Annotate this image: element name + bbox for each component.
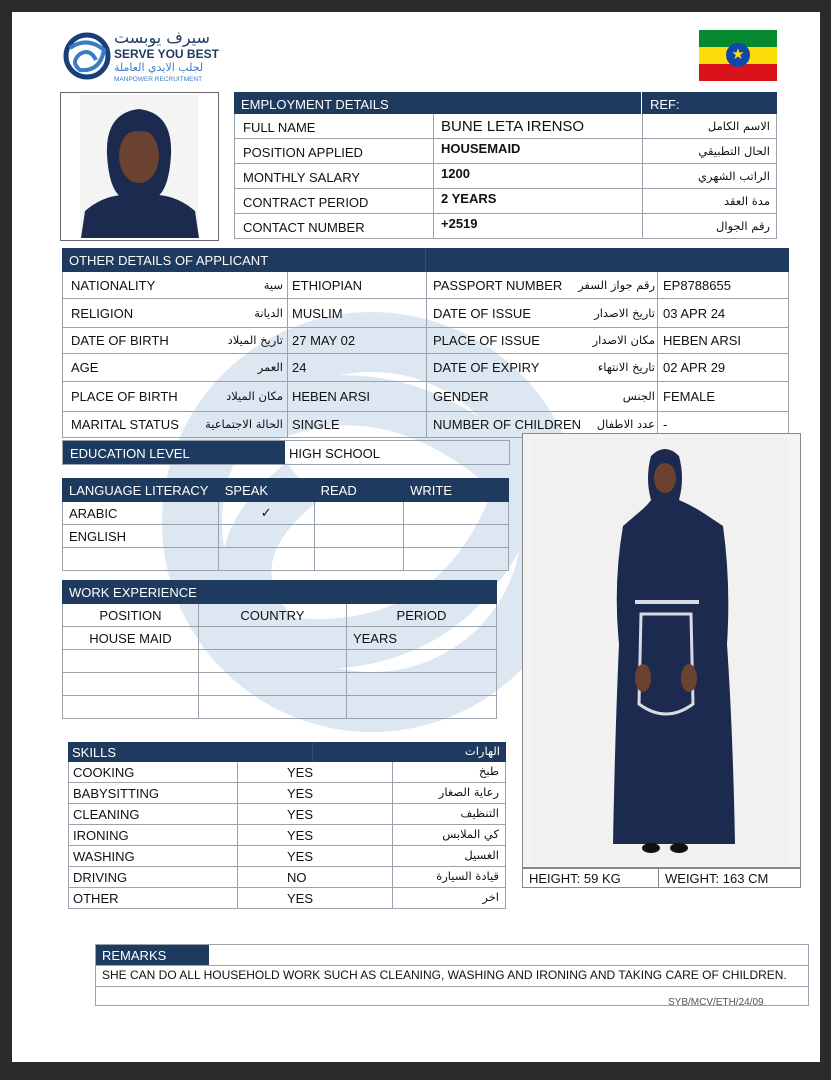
employment-value: BUNE LETA IRENSO (441, 118, 585, 135)
skill-row (68, 846, 506, 867)
work-period (346, 696, 496, 719)
skill-name: CLEANING (73, 807, 140, 822)
skill-row (68, 867, 506, 888)
remarks-header: REMARKS (102, 948, 167, 963)
work-columns-row (63, 604, 497, 627)
measurements-row (522, 867, 801, 888)
work-column-header: COUNTRY (198, 604, 346, 627)
detail-value: HEBEN ARSI (663, 333, 742, 348)
skill-name: BABYSITTING (73, 786, 159, 801)
employment-label: MONTHLY SALARY (243, 170, 361, 185)
skill-name: OTHER (73, 891, 119, 906)
work-position (63, 696, 199, 719)
work-country (198, 650, 346, 673)
read-cell (314, 525, 404, 548)
language-name (63, 548, 219, 571)
detail-label-arabic: الحالة الاجتماعية (205, 417, 283, 431)
skill-value: YES (287, 849, 314, 864)
skill-value: NO (287, 870, 307, 885)
skill-name: COOKING (73, 765, 135, 780)
document-code: SYB/MCV/ETH/24/09 (668, 997, 764, 1008)
language-header-row (63, 479, 509, 502)
detail-label-arabic: الجنس (622, 389, 655, 403)
employment-label: CONTACT NUMBER (243, 220, 365, 235)
detail-value: SINGLE (292, 417, 340, 432)
work-position (63, 673, 199, 696)
detail-label: DATE OF ISSUE (433, 306, 531, 321)
language-row (63, 525, 509, 548)
work-country (198, 696, 346, 719)
detail-label: NUMBER OF CHILDREN (433, 417, 582, 432)
employment-row (234, 139, 777, 164)
detail-value: MUSLIM (292, 306, 343, 321)
skill-value: YES (287, 828, 314, 843)
detail-label: DATE OF EXPIRY (433, 360, 540, 375)
speak-cell: ✓ (218, 502, 314, 525)
detail-value: EP8788655 (663, 278, 731, 293)
other-details-row (62, 382, 789, 412)
company-logo (62, 28, 232, 88)
skills-table (68, 742, 506, 909)
speak-cell (218, 548, 314, 571)
speak-cell (218, 525, 314, 548)
employment-header: EMPLOYMENT DETAILS (241, 97, 389, 112)
logo-arabic-tagline: لجلب الايدي العاملة (114, 61, 204, 74)
language-column-header: WRITE (404, 479, 509, 502)
logo-english-name: SERVE YOU BEST (114, 47, 219, 61)
language-name: ENGLISH (63, 525, 219, 548)
skill-name: DRIVING (73, 870, 128, 885)
skill-row (68, 804, 506, 825)
language-column-header: LANGUAGE LITERACY (63, 479, 219, 502)
skill-value: YES (287, 807, 314, 822)
language-row (63, 548, 509, 571)
portrait-photo (60, 92, 219, 241)
language-literacy-table (62, 478, 509, 571)
education-level-row (62, 440, 510, 465)
work-country (198, 673, 346, 696)
remarks-text: SHE CAN DO ALL HOUSEHOLD WORK SUCH AS CLEANING, WASHING AND IRONING AND TAKING CARE OF CHILDREN. (102, 968, 787, 982)
cv-page (12, 12, 820, 1062)
employment-label: FULL NAME (243, 120, 316, 135)
language-row (63, 502, 509, 525)
detail-label-arabic: تاريخ الانتهاء (597, 360, 655, 374)
work-row (63, 673, 497, 696)
language-name: ARABIC (63, 502, 219, 525)
employment-value: 2 YEARS (441, 191, 497, 206)
detail-value: FEMALE (663, 389, 716, 404)
employment-label-arabic: الراتب الشهري (698, 169, 770, 183)
work-row (63, 696, 497, 719)
detail-value: HEBEN ARSI (292, 389, 371, 404)
work-position: HOUSE MAID (63, 627, 199, 650)
detail-label-arabic: عدد الاطفال (596, 417, 655, 431)
write-cell (404, 525, 509, 548)
detail-label: GENDER (433, 389, 489, 404)
read-cell (314, 502, 404, 525)
detail-label-arabic: رقم جواز السفر (578, 278, 655, 292)
other-details-row (62, 272, 789, 299)
other-details-row (62, 299, 789, 328)
employment-label-arabic: الحال التطبيقي (698, 144, 770, 158)
skill-value: YES (287, 765, 314, 780)
employment-value: +2519 (441, 216, 478, 231)
detail-label-arabic: الديانة (254, 306, 283, 320)
logo-mark-icon (62, 30, 112, 82)
detail-label: RELIGION (71, 306, 134, 321)
skill-row (68, 783, 506, 804)
write-cell (404, 502, 509, 525)
skills-header: SKILLS (72, 745, 117, 760)
skill-row (68, 888, 506, 909)
skill-name-arabic: طبخ (478, 764, 499, 778)
employment-label: CONTRACT PERIOD (243, 195, 369, 210)
employment-label-arabic: الاسم الكامل (707, 119, 770, 133)
education-label: EDUCATION LEVEL (70, 446, 190, 461)
language-column-header: READ (314, 479, 404, 502)
work-column-header: POSITION (63, 604, 199, 627)
work-period (346, 673, 496, 696)
detail-label: NATIONALITY (71, 278, 156, 293)
detail-label: PLACE OF ISSUE (433, 333, 540, 348)
skill-name-arabic: رعاية الصغار (438, 785, 499, 799)
skill-name-arabic: التنظيف (460, 806, 499, 820)
skill-name: IRONING (73, 828, 129, 843)
ethiopia-flag-icon: ★ (699, 30, 777, 81)
work-experience-header: WORK EXPERIENCE (63, 581, 347, 604)
detail-value: 03 APR 24 (663, 306, 726, 321)
employment-label: POSITION APPLIED (243, 145, 363, 160)
work-column-header: PERIOD (346, 604, 496, 627)
skill-value: YES (287, 786, 314, 801)
other-details-table (62, 248, 789, 438)
detail-value: 02 APR 29 (663, 360, 726, 375)
detail-label-arabic: مكان الاصدار (592, 333, 655, 347)
detail-label-arabic: تاريخ الاصدار (594, 306, 655, 320)
employment-value: HOUSEMAID (441, 141, 521, 156)
detail-value: ETHIOPIAN (292, 278, 363, 293)
detail-label-arabic: مكان الميلاد (226, 389, 283, 403)
work-position (63, 650, 199, 673)
skill-row (68, 825, 506, 846)
work-country (198, 627, 346, 650)
skill-row (68, 762, 506, 783)
detail-value: - (663, 417, 668, 432)
work-period (346, 650, 496, 673)
skill-name-arabic: الغسيل (464, 848, 499, 862)
skill-value: YES (287, 891, 314, 906)
detail-label: PLACE OF BIRTH (71, 389, 178, 404)
skill-name-arabic: اخر (482, 890, 499, 904)
detail-value: 27 MAY 02 (292, 333, 356, 348)
read-cell (314, 548, 404, 571)
employment-label-arabic: مدة العقد (724, 194, 770, 208)
other-details-row (62, 354, 789, 382)
employment-row (234, 114, 777, 139)
detail-label: AGE (71, 360, 99, 375)
logo-sub: MANPOWER RECRUITMENT (114, 76, 203, 83)
detail-label: DATE OF BIRTH (71, 333, 169, 348)
other-details-header: OTHER DETAILS OF APPLICANT (69, 253, 269, 268)
skill-name: WASHING (73, 849, 135, 864)
employment-row (234, 164, 777, 189)
detail-label: PASSPORT NUMBER (433, 278, 563, 293)
skill-name-arabic: قيادة السيارة (436, 869, 499, 883)
employment-row (234, 214, 777, 239)
skill-name-arabic: كي الملابس (442, 827, 499, 841)
detail-label: MARITAL STATUS (71, 417, 179, 432)
other-details-row (62, 328, 789, 354)
language-column-header: SPEAK (218, 479, 314, 502)
work-period: YEARS (346, 627, 496, 650)
weight-value: WEIGHT: 163 CM (665, 871, 769, 886)
full-body-photo (522, 433, 801, 869)
employment-row (234, 189, 777, 214)
education-value: HIGH SCHOOL (289, 446, 381, 461)
work-experience-table (62, 580, 497, 719)
logo-arabic-name: سيرف يوبست (114, 28, 210, 47)
detail-label-arabic: سية (263, 278, 283, 292)
work-header-row (63, 581, 497, 604)
work-row (63, 650, 497, 673)
employment-label-arabic: رقم الجوال (716, 219, 770, 233)
employment-value: 1200 (441, 166, 470, 181)
write-cell (404, 548, 509, 571)
detail-label-arabic: العمر (257, 360, 283, 374)
ref-label: REF: (650, 97, 680, 112)
detail-label-arabic: تاريخ الميلاد (227, 333, 283, 347)
detail-value: 24 (292, 360, 307, 375)
skills-header-arabic: الهارات (464, 744, 500, 758)
employment-details-table (234, 92, 777, 239)
work-row (63, 627, 497, 650)
height-value: HEIGHT: 59 KG (529, 871, 621, 886)
